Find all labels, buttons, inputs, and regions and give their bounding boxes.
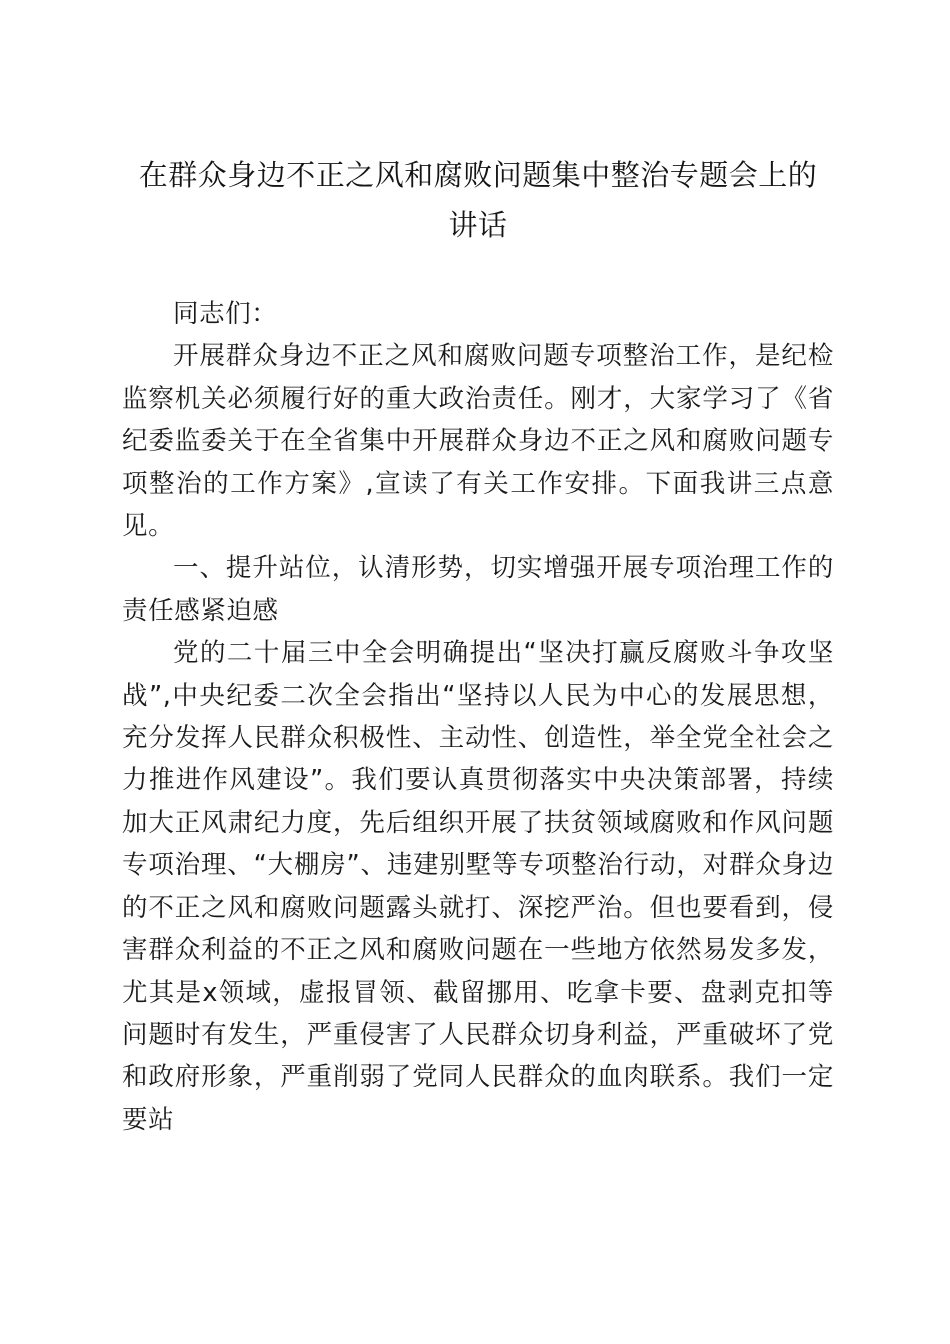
paragraph-section-1: 党的二十届三中全会明确提出“坚决打赢反腐败斗争攻坚战”,中央纪委二次全会指出“坚持以人民为中心的发展思想，充分发挥人民群众积极性、主动性、创造性，举全党全社会之力推进作风建设”。我们要认真贯彻落实中央决策部署，持续加大正风肃纪力度，先后组织开展了扶贫领域腐败和作风问题专项治理、“大棚房”、违建别墅等专项整治行动，对群众身边的不正之风和腐败问题露头就打、深挖严治。但也要看到，侵害群众利益的不正之风和腐败问题在一些地方依然易发多发，尤其是x领域，虚报冒领、截留挪用、吃拿卡要、盘剥克扣等问题时有发生，严重侵害了人民群众切身利益，严重破坏了党和政府形象，严重削弱了党同人民群众的血肉联系。我们一定要站: [122, 638, 834, 1135]
document-title: 在群众身边不正之风和腐败问题集中整治专题会上的讲话: [138, 158, 818, 242]
paragraph-intro: 开展群众身边不正之风和腐败问题专项整治工作，是纪检监察机关必须履行好的重大政治责任。刚才，大家学习了《省纪委监委关于在全省集中开展群众身边不正之风和腐败问题专项整治的工作方案》,宣读了有关工作安排。下面我讲三点意见。: [122, 341, 834, 542]
salutation: 同志们：: [173, 299, 278, 329]
section-heading-1: 一、提升站位，认清形势，切实增强开展专项治理工作的责任感紧迫感: [122, 553, 834, 626]
document-body: [122, 293, 834, 1141]
